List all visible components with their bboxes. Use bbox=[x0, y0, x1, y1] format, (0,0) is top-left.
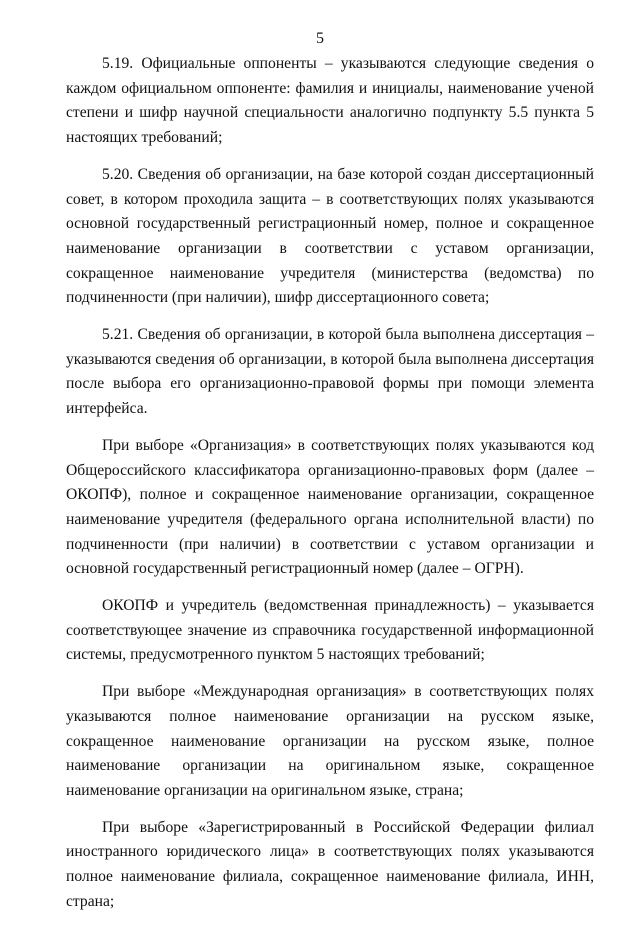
paragraph-5-21: 5.21. Сведения об организации, в которой была выполнена диссертация – указываются сведения об организации, в которой была выполнена диссертация после выбора его организационно-правовой формы при помощи элемента интерфейса. bbox=[66, 326, 594, 418]
paragraph-5-19: 5.19. Официальные оппоненты – указываются следующие сведения о каждом официальном оппоненте: фамилия и инициалы, наименование ученой степени и шифр научной специальности аналогично подпункту 5.5 пункта 5 настоящих требований; bbox=[66, 55, 594, 147]
paragraph-okopf: ОКОПФ и учредитель (ведомственная принадлежность) – указывается соответствующее значение из справочника государственной информационной системы, предусмотренного пунктом 5 настоящих требований; bbox=[66, 597, 594, 664]
paragraph-5-20: 5.20. Сведения об организации, на базе которой создан диссертационный совет, в котором проходила защита – в соответствующих полях указываются основной государственный регистрационный номер, полное и сокращенное наименование организации в соответствии с уставом организации, сокращенное наименование учредителя (министерства (ведомства) по подчиненности (при наличии), шифр диссертационного совета; bbox=[66, 165, 594, 307]
paragraph-organization: При выборе «Организация» в соответствующих полях указываются код Общероссийского классификатора организационно-правовых форм (далее – ОКОПФ), полное и сокращенное наименование организации, сокращенное наименование учредителя (федерального органа исполнительной власти) по подчиненности (при наличии) в соответствии с уставом организации и основной государственный регистрационный номер (далее – ОГРН). bbox=[66, 436, 594, 578]
paragraph-international-organization: При выборе «Международная организация» в соответствующих полях указываются полное наименование организации на русском языке, сокращенное наименование организации на русском языке, полное наименование организации на оригинальном языке, сокращенное наименование организации на оригинальном языке, страна; bbox=[66, 683, 594, 799]
document-body bbox=[66, 52, 594, 927]
paragraph-foreign-branch: При выборе «Зарегистрированный в Российской Федерации филиал иностранного юридического лица» в соответствующих полях указываются полное наименование филиала, сокращенное наименование филиала, ИНН, страна; bbox=[66, 818, 594, 910]
page-number: 5 bbox=[316, 30, 324, 47]
